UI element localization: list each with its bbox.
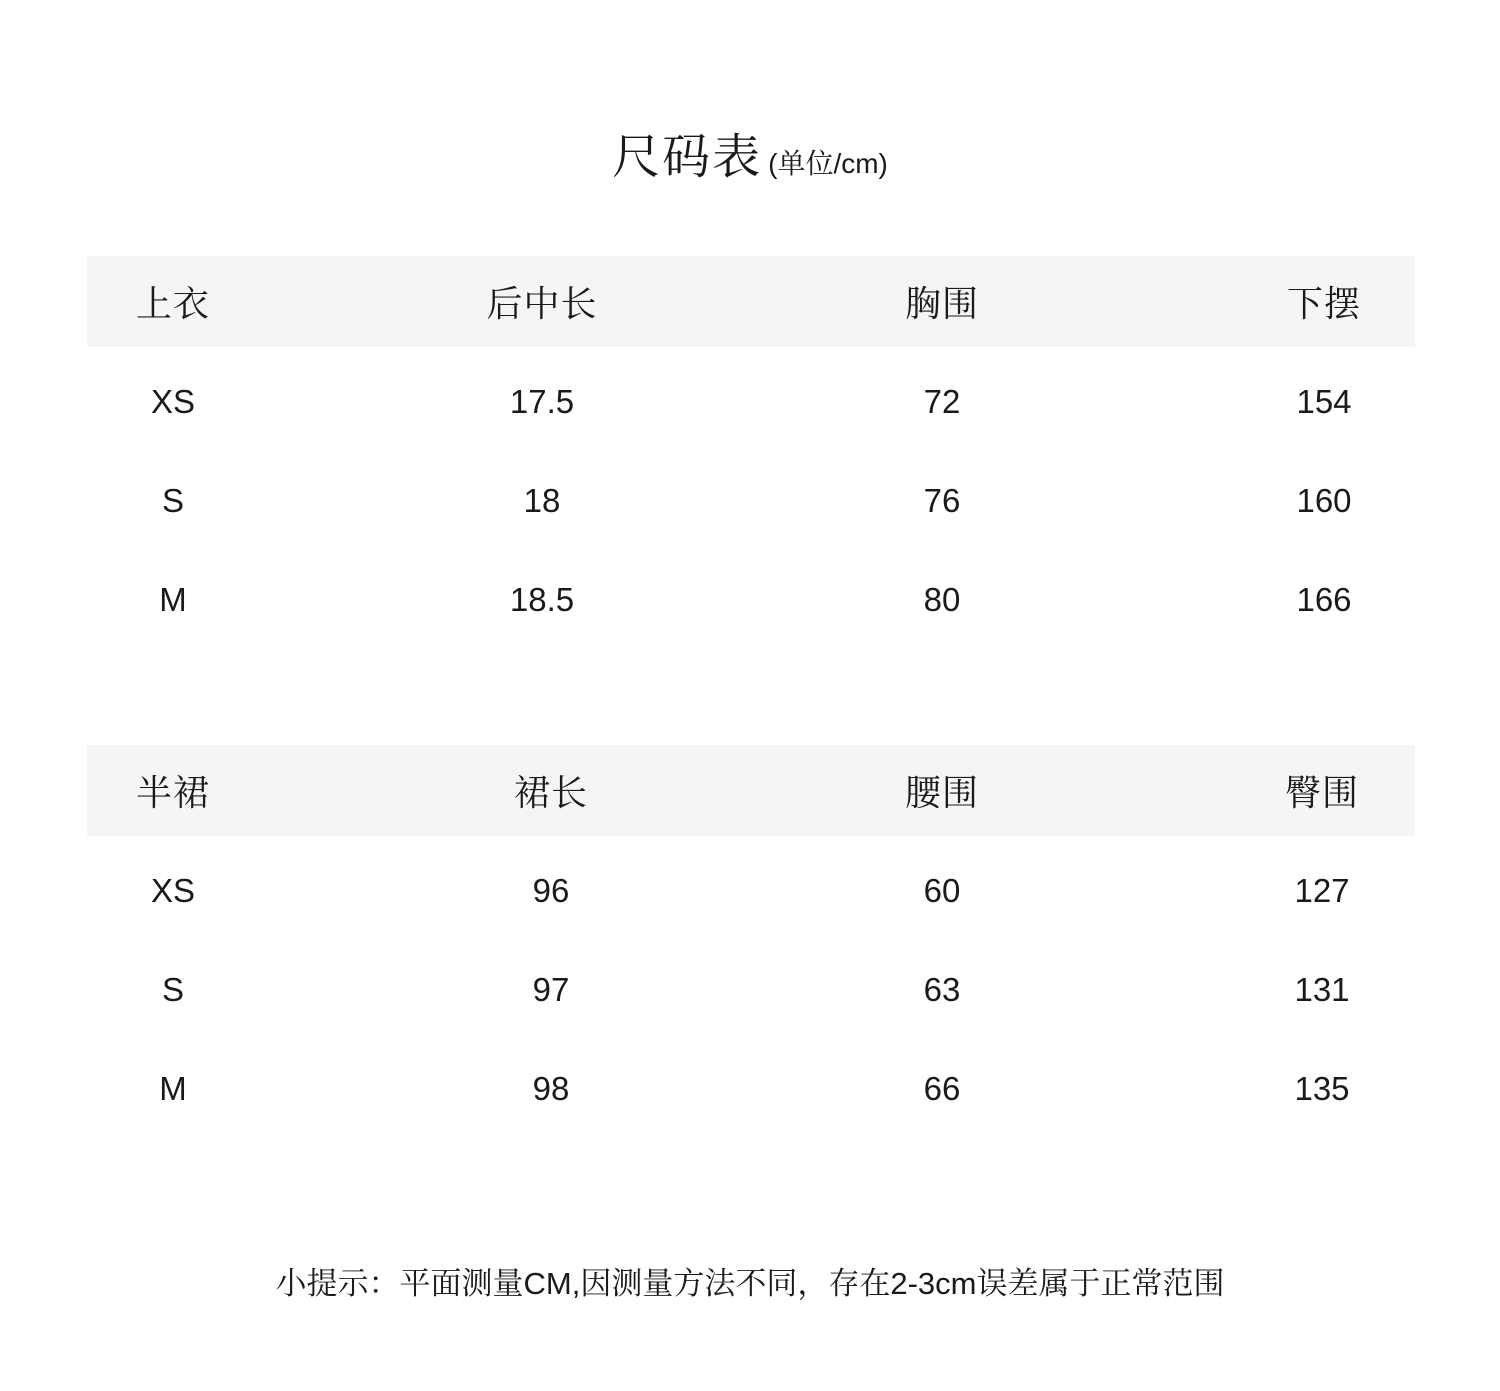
value-cell: 127 — [1294, 871, 1350, 909]
header-cell-bust: 胸围 — [904, 283, 979, 324]
table-row — [87, 841, 1415, 940]
value-cell: 154 — [1296, 382, 1352, 420]
size-cell: XS — [150, 382, 196, 420]
table-row — [87, 352, 1415, 451]
table-row — [87, 451, 1415, 550]
tops-size-table — [87, 256, 1415, 649]
value-cell: 135 — [1294, 1069, 1350, 1107]
header-cell-category: 半裙 — [135, 772, 210, 813]
size-cell: M — [159, 580, 187, 618]
value-cell: 98 — [532, 1069, 570, 1107]
value-cell: 72 — [923, 382, 961, 420]
table-header-row — [87, 745, 1415, 836]
header-cell-skirt-length: 裙长 — [513, 772, 588, 813]
value-cell: 96 — [532, 871, 570, 909]
value-cell: 97 — [532, 970, 570, 1008]
value-cell: 63 — [923, 970, 961, 1008]
table-header-row — [87, 256, 1415, 347]
header-cell-back-length: 后中长 — [486, 283, 598, 324]
size-cell: XS — [150, 871, 196, 909]
unit-label: (单位/cm) — [768, 148, 888, 179]
table-row — [87, 550, 1415, 649]
skirts-size-table — [87, 745, 1415, 1138]
value-cell: 17.5 — [509, 382, 575, 420]
header-cell-waist: 腰围 — [904, 772, 979, 813]
size-cell: S — [161, 481, 184, 519]
value-cell: 76 — [923, 481, 961, 519]
measurement-tip: 小提示：平面测量CM,因测量方法不同，存在2-3cm误差属于正常范围 — [275, 1266, 1225, 1301]
size-cell: S — [161, 970, 184, 1008]
value-cell: 18 — [523, 481, 561, 519]
header-cell-hem: 下摆 — [1286, 283, 1361, 324]
table-row — [87, 940, 1415, 1039]
header-cell-hip: 臀围 — [1284, 772, 1359, 813]
value-cell: 131 — [1294, 970, 1350, 1008]
size-chart-title: 尺码表 — [612, 131, 763, 184]
page-title — [0, 118, 1500, 187]
value-cell: 60 — [923, 871, 961, 909]
table-row — [87, 1039, 1415, 1138]
value-cell: 160 — [1296, 481, 1352, 519]
value-cell: 166 — [1296, 580, 1352, 618]
header-cell-category: 上衣 — [135, 283, 210, 324]
value-cell: 18.5 — [509, 580, 575, 618]
value-cell: 66 — [923, 1069, 961, 1107]
value-cell: 80 — [923, 580, 961, 618]
size-cell: M — [159, 1069, 187, 1107]
